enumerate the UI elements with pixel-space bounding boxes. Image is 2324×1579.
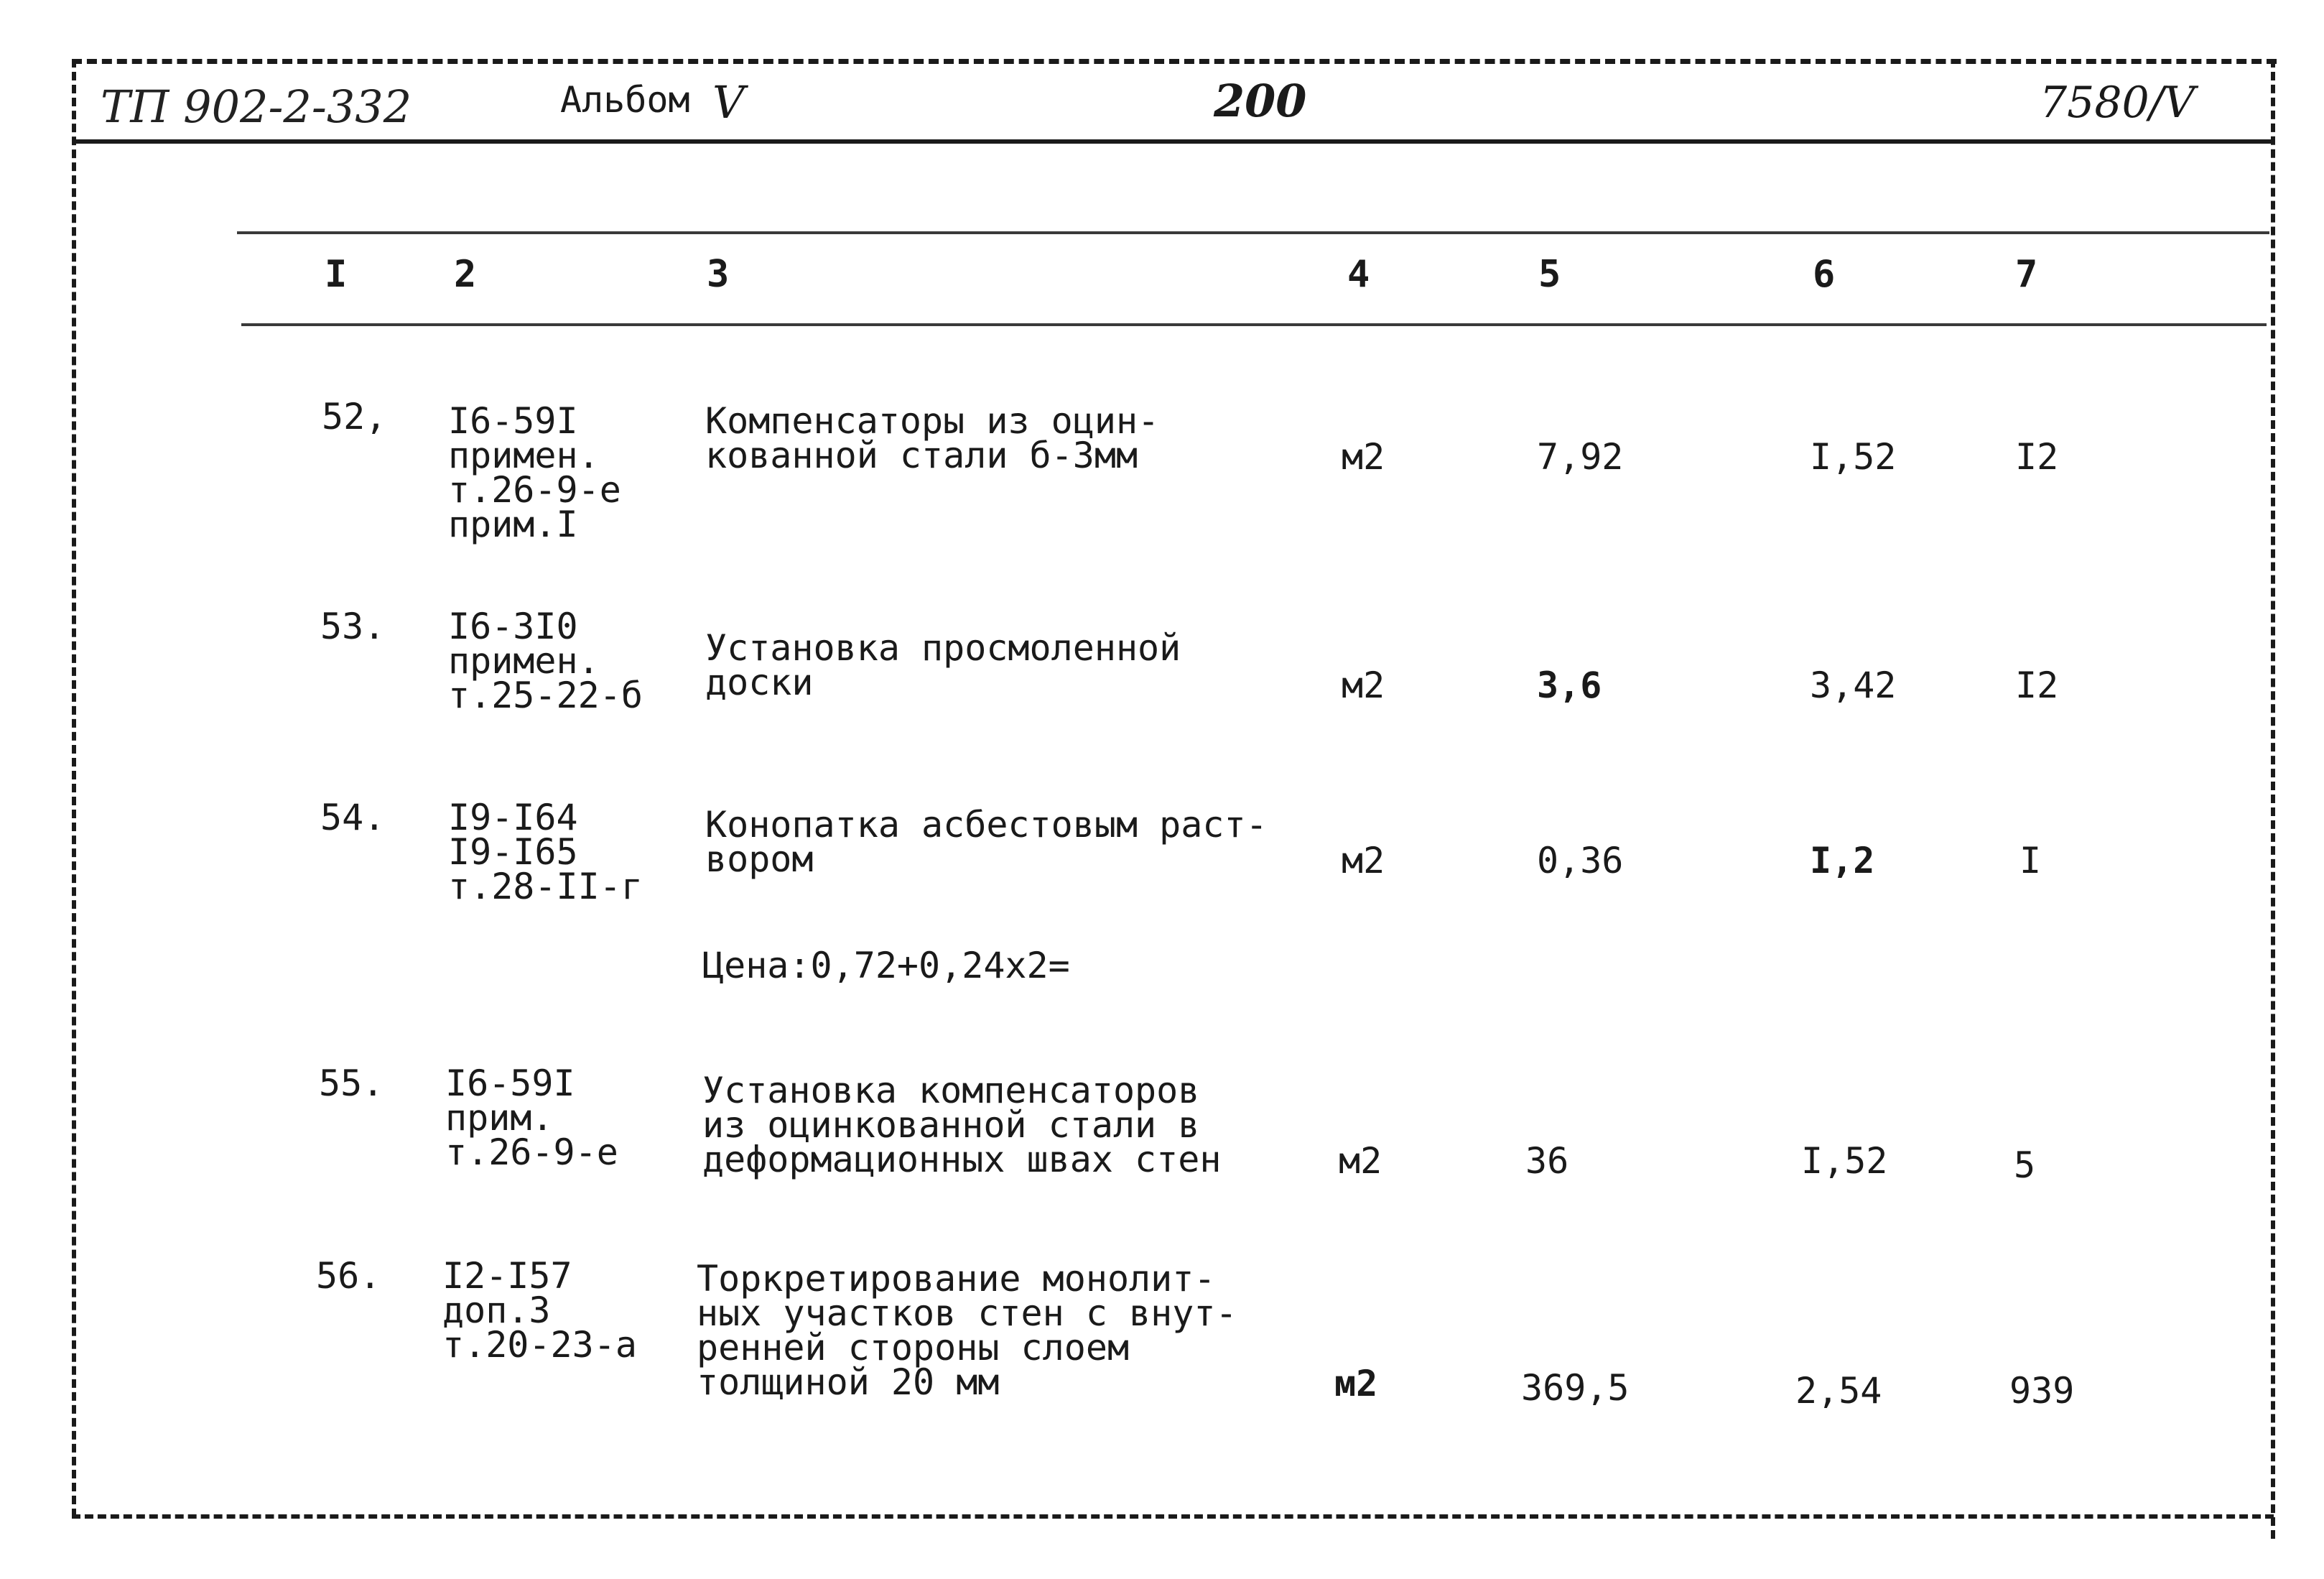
norm-code-line: т.25-22-б bbox=[448, 675, 643, 716]
quantity: 3,6 bbox=[1537, 665, 1602, 706]
description-line: Конопатка асбестовым раст- bbox=[705, 804, 1268, 846]
norm-code bbox=[448, 606, 643, 716]
quantity: 0,36 bbox=[1537, 840, 1624, 881]
header-divider bbox=[72, 139, 2275, 144]
description-line: толщиной 20 мм bbox=[697, 1361, 1000, 1403]
norm-code-line: I6-3I0 bbox=[448, 606, 578, 647]
unit-price: 3,42 bbox=[1810, 665, 1897, 706]
price-note: Цена:0,72+0,24х2= bbox=[702, 945, 1070, 986]
description-line: вором bbox=[705, 838, 814, 880]
work-description bbox=[705, 400, 1160, 476]
frame-left-border bbox=[72, 59, 76, 1517]
total-cost: I2 bbox=[2015, 436, 2059, 478]
column-header-3: 3 bbox=[707, 253, 730, 296]
norm-code bbox=[448, 400, 621, 545]
norm-code-line: I6-59I bbox=[445, 1062, 575, 1104]
norm-code-line: примен. bbox=[448, 435, 600, 476]
unit: м2 bbox=[1342, 840, 1385, 881]
frame-right-border bbox=[2271, 59, 2275, 1539]
column-header-6: 6 bbox=[1813, 253, 1836, 296]
row-number: 54. bbox=[320, 797, 386, 838]
description-line: Компенсаторы из оцин- bbox=[705, 400, 1160, 442]
project-code: ТП 902-2-332 bbox=[101, 80, 412, 133]
total-cost: I bbox=[2019, 840, 2042, 881]
column-header-5: 5 bbox=[1538, 253, 1561, 296]
norm-code-line: доп.3 bbox=[442, 1289, 551, 1331]
row-number: 55. bbox=[319, 1062, 384, 1104]
row-number: 53. bbox=[320, 606, 386, 647]
column-header-7: 7 bbox=[2015, 253, 2038, 296]
column-header-4: 4 bbox=[1347, 253, 1370, 296]
quantity: 36 bbox=[1525, 1140, 1569, 1182]
column-header-1: I bbox=[325, 253, 348, 296]
quantity: 369,5 bbox=[1521, 1367, 1630, 1409]
description-line: доски bbox=[705, 662, 814, 703]
album-number: V bbox=[712, 76, 745, 129]
table-header-rule bbox=[241, 323, 2267, 326]
frame-top-border bbox=[72, 59, 2277, 64]
album-label: Альбом bbox=[560, 79, 690, 121]
total-cost: I2 bbox=[2015, 665, 2059, 706]
description-line: из оцинкованной стали в bbox=[702, 1104, 1200, 1146]
unit: м2 bbox=[1342, 436, 1385, 478]
norm-code-line: примен. bbox=[448, 640, 600, 682]
row-number: 56. bbox=[316, 1255, 381, 1297]
norm-code-line: прим.I bbox=[448, 504, 578, 545]
unit: м2 bbox=[1339, 1140, 1382, 1182]
frame-bottom-border bbox=[72, 1514, 2274, 1519]
work-description bbox=[705, 627, 1181, 703]
norm-code-line: т.26-9-е bbox=[448, 469, 621, 511]
page-number: 200 bbox=[1214, 75, 1307, 127]
description-line: ных участков стен с внут- bbox=[697, 1292, 1237, 1334]
description-line: кованной стали б-3мм bbox=[705, 435, 1138, 476]
sheet-code: 7580/V bbox=[2040, 78, 2195, 128]
norm-code-line: I9-I64 bbox=[448, 797, 578, 838]
unit-price: 2,54 bbox=[1795, 1370, 1882, 1412]
unit: м2 bbox=[1342, 665, 1385, 706]
unit-price: I,52 bbox=[1801, 1140, 1888, 1182]
norm-code-line: т.28-II-г bbox=[448, 866, 643, 907]
work-description bbox=[705, 804, 1268, 880]
norm-code-line: I6-59I bbox=[448, 400, 578, 442]
unit: м2 bbox=[1334, 1363, 1378, 1404]
norm-code-line: прим. bbox=[445, 1097, 554, 1139]
description-line: Торкретирование монолит- bbox=[697, 1258, 1216, 1300]
work-description bbox=[697, 1258, 1237, 1403]
norm-code bbox=[445, 1062, 618, 1173]
norm-code-line: I2-I57 bbox=[442, 1255, 572, 1297]
description-line: ренней стороны слоем bbox=[697, 1327, 1130, 1369]
unit-price: I,52 bbox=[1810, 436, 1897, 478]
total-cost: 5 bbox=[2014, 1144, 2036, 1186]
table-top-rule bbox=[237, 231, 2269, 234]
norm-code-line: т.20-23-а bbox=[442, 1324, 637, 1366]
column-header-2: 2 bbox=[454, 253, 477, 296]
norm-code bbox=[442, 1255, 637, 1366]
description-line: Установка компенсаторов bbox=[702, 1070, 1200, 1111]
description-line: Установка просмоленной bbox=[705, 627, 1181, 669]
norm-code-line: т.26-9-е bbox=[445, 1131, 618, 1173]
unit-price: I,2 bbox=[1810, 840, 1875, 881]
description-line: деформационных швах стен bbox=[702, 1139, 1222, 1180]
norm-code-line: I9-I65 bbox=[448, 831, 578, 873]
row-number: 52, bbox=[322, 396, 387, 437]
norm-code bbox=[448, 797, 643, 907]
total-cost: 939 bbox=[2009, 1370, 2075, 1412]
quantity: 7,92 bbox=[1537, 436, 1624, 478]
work-description bbox=[702, 1070, 1222, 1180]
